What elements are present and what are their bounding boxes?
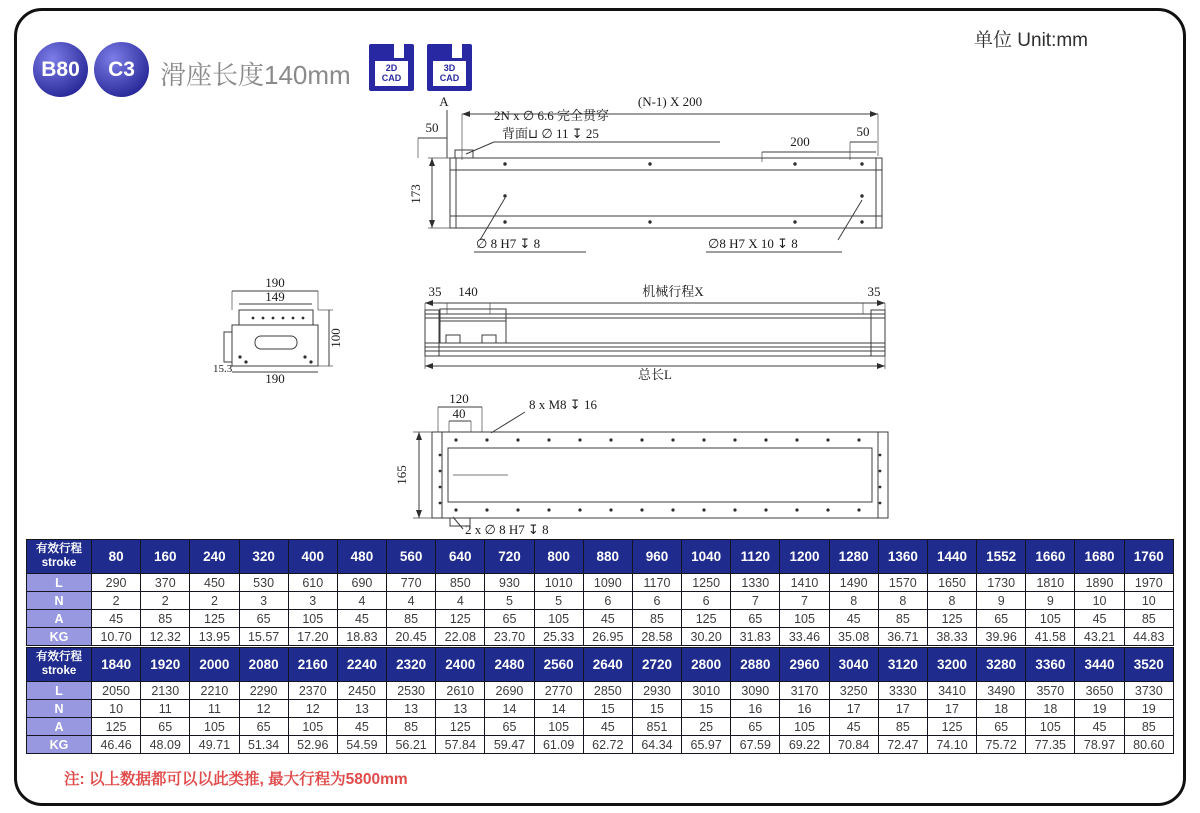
table-cell: 15.57 (239, 628, 288, 646)
dim-35-right-label: 35 (867, 284, 881, 299)
stroke-col-header: 880 (583, 540, 632, 574)
cad-3d-line2: CAD (439, 72, 460, 83)
table-cell: 1650 (927, 574, 976, 592)
table-cell: 85 (387, 610, 436, 628)
dim-173-label: 173 (408, 184, 423, 204)
table-cell: 2690 (485, 682, 534, 700)
model-badge (33, 42, 88, 97)
table-cell: 3410 (927, 682, 976, 700)
table-cell: 125 (190, 610, 239, 628)
table-cell: 31.83 (731, 628, 780, 646)
table-cell: 22.08 (436, 628, 485, 646)
row-label-l: L (27, 574, 92, 592)
mechanical-stroke-label: 机械行程X (642, 284, 704, 299)
cad-3d-download-button[interactable] (427, 44, 472, 91)
table-cell: 13 (337, 700, 386, 718)
table-cell: 3 (239, 592, 288, 610)
table-cell: 64.34 (632, 736, 681, 754)
table-cell: 20.45 (387, 628, 436, 646)
table-cell: 17 (878, 700, 927, 718)
stroke-col-header: 960 (632, 540, 681, 574)
dim-15-3-label: 15.3 (213, 363, 233, 375)
table-cell: 125 (436, 718, 485, 736)
table-cell: 370 (141, 574, 190, 592)
stroke-col-header: 2720 (632, 648, 681, 682)
row-label-a: A (27, 610, 92, 628)
table-cell: 45 (337, 718, 386, 736)
stroke-header-label: 有效行程 stroke (27, 540, 92, 574)
table-cell: 1490 (829, 574, 878, 592)
table-cell: 1970 (1124, 574, 1173, 592)
stroke-col-header: 2640 (583, 648, 632, 682)
table-cell: 125 (436, 610, 485, 628)
table-cell: 18 (977, 700, 1026, 718)
table-cell: 85 (632, 610, 681, 628)
footnote: 注: 以上数据都可以以此类推, 最大行程为5800mm (64, 771, 408, 788)
table-cell: 2210 (190, 682, 239, 700)
stroke-col-header: 2000 (190, 648, 239, 682)
stroke-col-header: 3440 (1075, 648, 1124, 682)
table-cell: 1410 (780, 574, 829, 592)
dim-35-left-label: 35 (428, 284, 442, 299)
table-cell: 13.95 (190, 628, 239, 646)
table-cell: 85 (387, 718, 436, 736)
table-cell: 67.59 (731, 736, 780, 754)
table-cell: 85 (1124, 718, 1173, 736)
table-cell: 1170 (632, 574, 681, 592)
table-cell: 2290 (239, 682, 288, 700)
table-cell: 44.83 (1124, 628, 1173, 646)
table-cell: 17.20 (288, 628, 337, 646)
stroke-col-header: 2560 (534, 648, 583, 682)
stroke-col-header: 2480 (485, 648, 534, 682)
cad-disk-notch (452, 44, 462, 58)
stroke-col-header: 1840 (92, 648, 141, 682)
table-cell: 12 (239, 700, 288, 718)
cad-disk-notch (394, 44, 404, 58)
table-cell: 62.72 (583, 736, 632, 754)
table-cell: 105 (190, 718, 239, 736)
table-cell: 15 (632, 700, 681, 718)
hole-note-line2: 背面⊔ ∅ 11 ↧ 25 (502, 126, 599, 141)
hole-label-right: ∅8 H7 X 10 ↧ 8 (708, 236, 798, 251)
table-cell: 13 (436, 700, 485, 718)
stroke-col-header: 3520 (1124, 648, 1173, 682)
cad-2d-download-button[interactable] (369, 44, 414, 91)
table-cell: 65 (239, 610, 288, 628)
stroke-col-header: 1360 (878, 540, 927, 574)
page-title: 滑座长度140mm (160, 60, 351, 90)
stroke-col-header: 3200 (927, 648, 976, 682)
table-cell: 1810 (1026, 574, 1075, 592)
stroke-col-header: 560 (387, 540, 436, 574)
cad-2d-line1: 2D (385, 63, 398, 74)
table-cell: 41.58 (1026, 628, 1075, 646)
table-cell: 125 (927, 610, 976, 628)
table-cell: 8 (878, 592, 927, 610)
stroke-col-header: 2880 (731, 648, 780, 682)
table-cell: 59.47 (485, 736, 534, 754)
stroke-col-header: 2080 (239, 648, 288, 682)
table-cell: 52.96 (288, 736, 337, 754)
dim-a-label: A (439, 94, 449, 109)
table-cell: 61.09 (534, 736, 583, 754)
dim-200-label: 200 (790, 134, 810, 149)
table-cell: 930 (485, 574, 534, 592)
table-cell: 85 (878, 718, 927, 736)
row-label-n: N (27, 700, 92, 718)
table-cell: 2770 (534, 682, 583, 700)
dim-span-label: (N-1) X 200 (637, 94, 703, 109)
stroke-col-header: 1660 (1026, 540, 1075, 574)
table-cell: 2130 (141, 682, 190, 700)
table-cell: 85 (141, 610, 190, 628)
table-cell: 690 (337, 574, 386, 592)
table-cell: 45 (583, 718, 632, 736)
stroke-col-header: 240 (190, 540, 239, 574)
table-cell: 10 (92, 700, 141, 718)
table-cell: 35.08 (829, 628, 878, 646)
table-cell: 1010 (534, 574, 583, 592)
stroke-col-header: 1920 (141, 648, 190, 682)
table-cell: 4 (337, 592, 386, 610)
dim-50-left-label: 50 (425, 120, 439, 135)
table-cell: 2450 (337, 682, 386, 700)
cad-3d-line1: 3D (443, 63, 456, 74)
model-badge-label: B80 (41, 57, 80, 81)
table-cell: 4 (436, 592, 485, 610)
table-cell: 2370 (288, 682, 337, 700)
table-cell: 65 (977, 610, 1026, 628)
table-cell: 45 (337, 610, 386, 628)
table-cell: 45 (829, 718, 878, 736)
table-cell: 65 (485, 718, 534, 736)
stroke-table-1 (26, 539, 1174, 646)
stroke-col-header: 1280 (829, 540, 878, 574)
cad-2d-line2: CAD (381, 72, 402, 83)
table-cell: 2930 (632, 682, 681, 700)
stroke-col-header: 3120 (878, 648, 927, 682)
table-cell: 48.09 (141, 736, 190, 754)
stroke-col-header: 320 (239, 540, 288, 574)
stroke-col-header: 640 (436, 540, 485, 574)
stroke-col-header: 1760 (1124, 540, 1173, 574)
table-cell: 6 (632, 592, 681, 610)
table-cell: 77.35 (1026, 736, 1075, 754)
stroke-col-header: 2400 (436, 648, 485, 682)
table-cell: 80.60 (1124, 736, 1173, 754)
table-cell: 105 (1026, 610, 1075, 628)
table-cell: 28.58 (632, 628, 681, 646)
cad-2d-label (375, 61, 408, 86)
table-cell: 15 (583, 700, 632, 718)
table-cell: 49.71 (190, 736, 239, 754)
table-cell: 10 (1075, 592, 1124, 610)
table-cell: 3490 (977, 682, 1026, 700)
table-cell: 1730 (977, 574, 1026, 592)
table-cell: 125 (927, 718, 976, 736)
table-cell: 85 (878, 610, 927, 628)
table-cell: 10.70 (92, 628, 141, 646)
table-cell: 46.46 (92, 736, 141, 754)
bottom-view-drawing (393, 393, 895, 537)
table-cell: 15 (682, 700, 731, 718)
table-cell: 8 (927, 592, 976, 610)
table-cell: 78.97 (1075, 736, 1124, 754)
stroke-col-header: 1040 (682, 540, 731, 574)
table-cell: 1890 (1075, 574, 1124, 592)
table-cell: 2850 (583, 682, 632, 700)
table-cell: 1570 (878, 574, 927, 592)
stroke-col-header: 1680 (1075, 540, 1124, 574)
table-cell: 6 (682, 592, 731, 610)
table-cell: 12 (288, 700, 337, 718)
dim-40-label: 40 (452, 406, 466, 421)
stroke-col-header: 1440 (927, 540, 976, 574)
table-cell: 45 (829, 610, 878, 628)
table-cell: 2530 (387, 682, 436, 700)
table-cell: 30.20 (682, 628, 731, 646)
dim-190-bottom-label: 190 (265, 371, 285, 386)
table-cell: 45 (1075, 610, 1124, 628)
table-cell: 26.95 (583, 628, 632, 646)
top-view-drawing (390, 88, 910, 260)
table-cell: 65 (731, 718, 780, 736)
table-cell: 43.21 (1075, 628, 1124, 646)
table-cell: 33.46 (780, 628, 829, 646)
table-cell: 65.97 (682, 736, 731, 754)
row-label-kg: KG (27, 628, 92, 646)
dim-120-label: 120 (449, 391, 469, 406)
table-cell: 7 (780, 592, 829, 610)
dim-50-right-label: 50 (856, 124, 870, 139)
table-cell: 3250 (829, 682, 878, 700)
table-cell: 17 (829, 700, 878, 718)
table-cell: 770 (387, 574, 436, 592)
table-cell: 65 (977, 718, 1026, 736)
dim-100-label: 100 (328, 328, 343, 348)
stroke-col-header: 720 (485, 540, 534, 574)
stroke-col-header: 1120 (731, 540, 780, 574)
stroke-col-header: 3280 (977, 648, 1026, 682)
table-cell: 25 (682, 718, 731, 736)
table-cell: 4 (387, 592, 436, 610)
table-cell: 65 (239, 718, 288, 736)
table-cell: 8 (829, 592, 878, 610)
table-cell: 851 (632, 718, 681, 736)
table-cell: 65 (485, 610, 534, 628)
table-cell: 18 (1026, 700, 1075, 718)
hole-label-left: ∅ 8 H7 ↧ 8 (476, 236, 541, 251)
table-cell: 45 (583, 610, 632, 628)
table-cell: 74.10 (927, 736, 976, 754)
table-cell: 25.33 (534, 628, 583, 646)
table-cell: 36.71 (878, 628, 927, 646)
table-cell: 1250 (682, 574, 731, 592)
table-cell: 125 (92, 718, 141, 736)
table-cell: 850 (436, 574, 485, 592)
hole-note-line1: 2N x ∅ 6.6 完全贯穿 (494, 108, 609, 123)
table-cell: 51.34 (239, 736, 288, 754)
stroke-col-header: 800 (534, 540, 583, 574)
table-cell: 5 (485, 592, 534, 610)
table-cell: 3730 (1124, 682, 1173, 700)
table-cell: 2 (190, 592, 239, 610)
table-cell: 1090 (583, 574, 632, 592)
table-cell: 45 (1075, 718, 1124, 736)
variant-badge-label: C3 (108, 57, 135, 81)
table-cell: 11 (190, 700, 239, 718)
table-cell: 105 (288, 718, 337, 736)
stroke-col-header: 3360 (1026, 648, 1075, 682)
table-cell: 10 (1124, 592, 1173, 610)
table-cell: 19 (1075, 700, 1124, 718)
table-cell: 105 (1026, 718, 1075, 736)
thread-note-label: 8 x M8 ↧ 16 (529, 397, 597, 412)
table-cell: 18.83 (337, 628, 386, 646)
table-cell: 16 (731, 700, 780, 718)
table-cell: 14 (534, 700, 583, 718)
stroke-col-header: 2800 (682, 648, 731, 682)
table-cell: 54.59 (337, 736, 386, 754)
stroke-col-header: 2160 (288, 648, 337, 682)
table-cell: 105 (780, 610, 829, 628)
dowel-hole-label: 2 x ∅ 8 H7 ↧ 8 (465, 522, 549, 537)
stroke-col-header: 2960 (780, 648, 829, 682)
stroke-col-header: 80 (92, 540, 141, 574)
table-cell: 9 (1026, 592, 1075, 610)
table-cell: 56.21 (387, 736, 436, 754)
table-cell: 3650 (1075, 682, 1124, 700)
row-label-n: N (27, 592, 92, 610)
table-cell: 6 (583, 592, 632, 610)
stroke-col-header: 400 (288, 540, 337, 574)
table-cell: 23.70 (485, 628, 534, 646)
stroke-col-header: 2240 (337, 648, 386, 682)
cross-section-drawing (213, 276, 347, 384)
table-cell: 72.47 (878, 736, 927, 754)
table-cell: 3330 (878, 682, 927, 700)
stroke-col-header: 3040 (829, 648, 878, 682)
table-cell: 45 (92, 610, 141, 628)
dim-165-label: 165 (394, 465, 409, 485)
table-cell: 19 (1124, 700, 1173, 718)
table-cell: 3090 (731, 682, 780, 700)
row-label-a: A (27, 718, 92, 736)
stroke-table-2 (26, 647, 1174, 754)
side-view-drawing (418, 281, 895, 381)
cad-3d-label (433, 61, 466, 86)
dim-140-label: 140 (458, 284, 478, 299)
table-cell: 2610 (436, 682, 485, 700)
table-cell: 610 (288, 574, 337, 592)
table-cell: 17 (927, 700, 976, 718)
table-cell: 69.22 (780, 736, 829, 754)
table-cell: 1330 (731, 574, 780, 592)
table-cell: 105 (780, 718, 829, 736)
stroke-header-label: 有效行程 stroke (27, 648, 92, 682)
table-cell: 85 (1124, 610, 1173, 628)
table-cell: 65 (731, 610, 780, 628)
table-cell: 7 (731, 592, 780, 610)
row-label-kg: KG (27, 736, 92, 754)
table-cell: 75.72 (977, 736, 1026, 754)
total-length-label: 总长L (638, 367, 672, 382)
table-cell: 3170 (780, 682, 829, 700)
table-cell: 3010 (682, 682, 731, 700)
table-cell: 2 (141, 592, 190, 610)
table-cell: 5 (534, 592, 583, 610)
table-cell: 125 (682, 610, 731, 628)
table-cell: 2 (92, 592, 141, 610)
table-cell: 290 (92, 574, 141, 592)
table-cell: 13 (387, 700, 436, 718)
table-cell: 57.84 (436, 736, 485, 754)
table-cell: 65 (141, 718, 190, 736)
table-cell: 70.84 (829, 736, 878, 754)
stroke-col-header: 1200 (780, 540, 829, 574)
table-cell: 3570 (1026, 682, 1075, 700)
row-label-l: L (27, 682, 92, 700)
table-cell: 9 (977, 592, 1026, 610)
table-cell: 450 (190, 574, 239, 592)
table-cell: 3 (288, 592, 337, 610)
table-cell: 105 (534, 610, 583, 628)
table-cell: 2050 (92, 682, 141, 700)
unit-label: 单位 Unit:mm (974, 30, 1089, 51)
dim-149-label: 149 (265, 289, 285, 304)
table-cell: 530 (239, 574, 288, 592)
variant-badge (94, 42, 149, 97)
table-cell: 11 (141, 700, 190, 718)
stroke-col-header: 1552 (977, 540, 1026, 574)
stroke-col-header: 2320 (387, 648, 436, 682)
dim-190-top-label: 190 (265, 275, 285, 290)
table-cell: 38.33 (927, 628, 976, 646)
table-cell: 105 (534, 718, 583, 736)
table-cell: 14 (485, 700, 534, 718)
stroke-col-header: 160 (141, 540, 190, 574)
table-cell: 105 (288, 610, 337, 628)
table-cell: 39.96 (977, 628, 1026, 646)
table-cell: 12.32 (141, 628, 190, 646)
table-cell: 16 (780, 700, 829, 718)
stroke-col-header: 480 (337, 540, 386, 574)
